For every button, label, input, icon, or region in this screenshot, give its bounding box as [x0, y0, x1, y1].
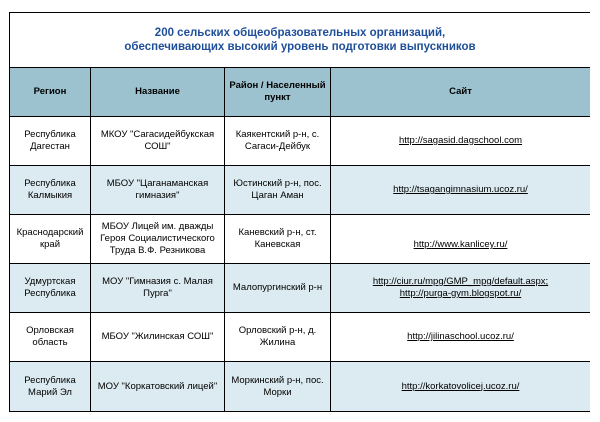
header-site: Сайт	[331, 68, 591, 117]
cell-name: МБОУ Лицей им. дважды Героя Социалистического Труда В.Ф. Резникова	[91, 215, 225, 264]
table-row	[10, 264, 591, 313]
table-row	[10, 362, 591, 412]
table-row	[10, 117, 591, 166]
cell-site	[331, 117, 591, 166]
spreadsheet	[9, 12, 590, 422]
cell-site	[331, 264, 591, 313]
cell-district: Каякентский р-н, с. Сагаси-Дейбук	[225, 117, 331, 166]
site-link[interactable]: http://ciur.ru/mpg/GMP_mpg/default.aspx;	[372, 276, 549, 287]
site-link[interactable]: http://jilinaschool.ucoz.ru/	[407, 331, 514, 342]
site-link[interactable]: http://purga-gym.blogspot.ru/	[399, 288, 522, 299]
site-link[interactable]: http://korkatovolicej.ucoz.ru/	[401, 380, 520, 392]
cell-district: Малопургинский р-н	[225, 264, 331, 313]
table-title	[10, 13, 591, 68]
table-row	[10, 313, 591, 362]
site-link[interactable]: http://www.kanlicey.ru/	[413, 239, 508, 250]
header-region: Регион	[10, 68, 91, 117]
cell-region: Орловская область	[10, 313, 91, 362]
schools-table	[9, 12, 590, 412]
table-row	[10, 215, 591, 264]
cell-name: МБОУ "Цаганаманская гимназия"	[91, 166, 225, 215]
cell-district: Юстинский р-н, пос. Цаган Аман	[225, 166, 331, 215]
header-row	[10, 68, 591, 117]
cell-name: МОУ "Коркатовский лицей"	[91, 362, 225, 412]
table-row	[10, 166, 591, 215]
header-district: Район / Населенный пункт	[225, 68, 331, 117]
cell-district: Орловский р-н, д. Жилина	[225, 313, 331, 362]
cell-site	[331, 166, 591, 215]
cell-region: Республика Марий Эл	[10, 362, 91, 412]
cell-name: МКОУ "Сагасидейбукская СОШ"	[91, 117, 225, 166]
cell-district: Моркинский р-н, пос. Морки	[225, 362, 331, 412]
header-name: Название	[91, 68, 225, 117]
cell-name: МОУ "Гимназия с. Малая Пурга"	[91, 264, 225, 313]
cell-region: Краснодарский край	[10, 215, 91, 264]
cell-name: МБОУ "Жилинская СОШ"	[91, 313, 225, 362]
cell-site	[331, 362, 591, 412]
cell-region: Удмуртская Республика	[10, 264, 91, 313]
cell-district: Каневский р-н, ст. Каневская	[225, 215, 331, 264]
cell-site	[331, 215, 591, 264]
site-link[interactable]: http://tsagangimnasium.ucoz.ru/	[393, 184, 528, 195]
site-link[interactable]: http://sagasid.dagschool.com	[398, 135, 523, 146]
title-line-2: обеспечивающих высокий уровень подготовки выпускников	[124, 41, 476, 53]
title-line-1: 200 сельских общеобразовательных организаций,	[154, 27, 446, 39]
cell-region: Республика Калмыкия	[10, 166, 91, 215]
cell-region: Республика Дагестан	[10, 117, 91, 166]
cell-site	[331, 313, 591, 362]
